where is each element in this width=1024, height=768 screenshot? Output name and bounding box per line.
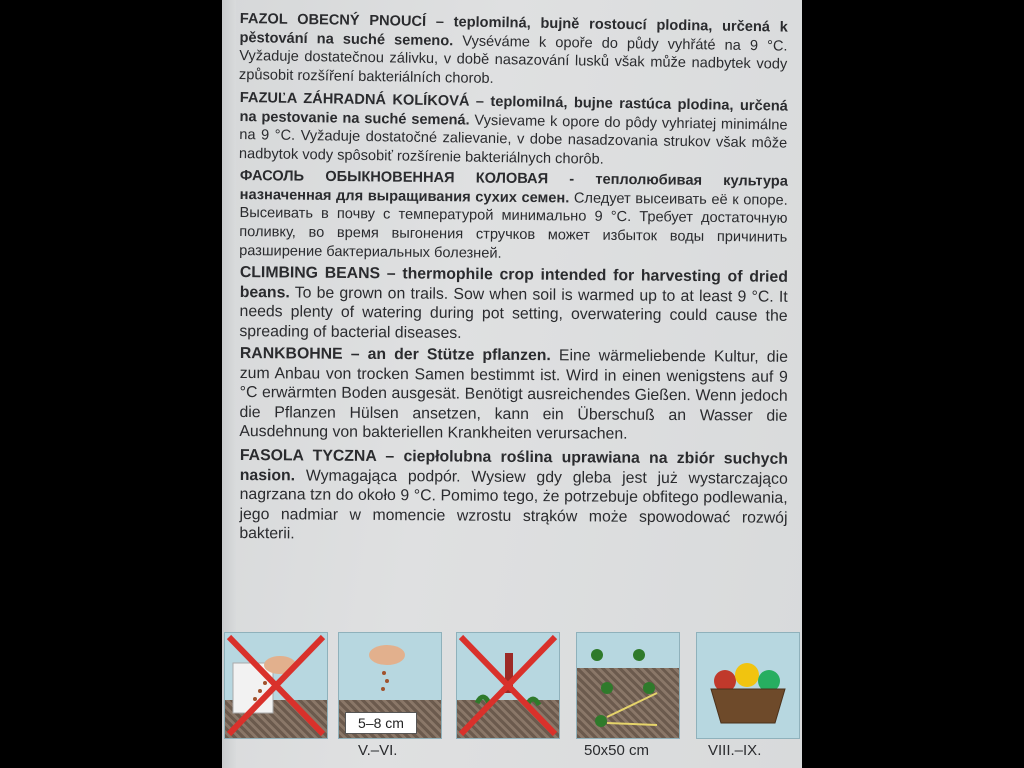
paragraph-en: CLIMBING BEANS – thermophile crop intended for harvesting of dried beans. To be grown on trails. Sow when soil is warmed up to at least 9 °C. It needs plenty of watering during pot setting, overwatering could cause the spreading of bacterial diseases.	[239, 264, 788, 342]
harvest-icon	[696, 632, 800, 739]
trowel-seedlings-icon	[457, 633, 559, 738]
instructions-text	[240, 10, 788, 546]
pictogram-row	[222, 630, 802, 768]
paragraph-de: RANKBOHNE – an der Stütze pflanzen. Eine wärmeliebende Kultur, die zum Anbau von trocken Samen bestimmt ist. Wird in einen wenigstens auf 9 °C erwärmten Boden ausgesät. Benötigt ausreichendes Gießen. Wenn jedoch die Pflanzen Hülsen ansetzen, kann ein Überschuß an Wasser die Ausdehnung von bakteriellen Krankheiten verursachen.	[239, 345, 788, 443]
sowing-period-label: V.–VI.	[358, 742, 398, 759]
sowing-depth-label: 5–8 cm	[345, 712, 417, 734]
background-right	[802, 0, 1024, 768]
direct-sowing-icon	[338, 632, 442, 739]
no-precultivation-icon	[224, 632, 328, 739]
paragraph-sk: FAZUĽA ZÁHRADNÁ KOLÍKOVÁ – teplomilná, bujne rastúca plodina, určená na pestovanie na suché semená. Vysievame k opore do pôdy vyhriatej minimálne na 9 °C. Vyžaduje dostatočné zalievanie, v dobe nasadzovania strukov však môže nadbytok vody spôsobiť rozšírenie bakteriálnych chorôb.	[238, 89, 788, 168]
no-transplanting-icon	[456, 632, 560, 739]
paragraph-pl: FASOLA TYCZNA – ciepłolubna roślina uprawiana na zbiór suchych nasion. Wymagająca podpór. Wysiew gdy gleba jest już wystarczająco nagrzana tzn do około 9 °C. Pomimo tego, że potrzebuje obfitego podlewania, jego nadmiar w momencie wzrostu strąków może spowodować rozwój bakterii.	[239, 446, 788, 543]
spacing-label: 50x50 cm	[584, 742, 650, 759]
hand-seed-tray-icon	[225, 633, 327, 738]
plant-spacing-icon	[576, 632, 680, 739]
vegetable-basket-icon	[697, 633, 799, 738]
spacing-arrows-icon	[577, 633, 679, 738]
paragraph-ru: ФАСОЛЬ ОБЫКНОВЕННАЯ КОЛОВАЯ - теплолюбивая культура назначенная для выращивания сухих семен. Следует высеивать её к опоре. Высеивать в почву с температурой минимально 9 °C. Требует достаточную поливку, во время выгонения стручков может избыток воды причинить разширение бактериальных болезней.	[239, 167, 788, 262]
harvest-period-label: VIII.–IX.	[708, 742, 762, 759]
paragraph-cz: FAZOL OBECNÝ PNOUCÍ – teplomilná, bujně rostoucí plodina, určená k pěstování na suché semeno. Vyséváme k opoře do půdy vyhřáté na 9 °C. Vyžaduje dostatečnou zálivku, v době nasazování lusků však může nadbytek vody způsobit rozšíření bakteriálních chorob.	[238, 10, 788, 88]
